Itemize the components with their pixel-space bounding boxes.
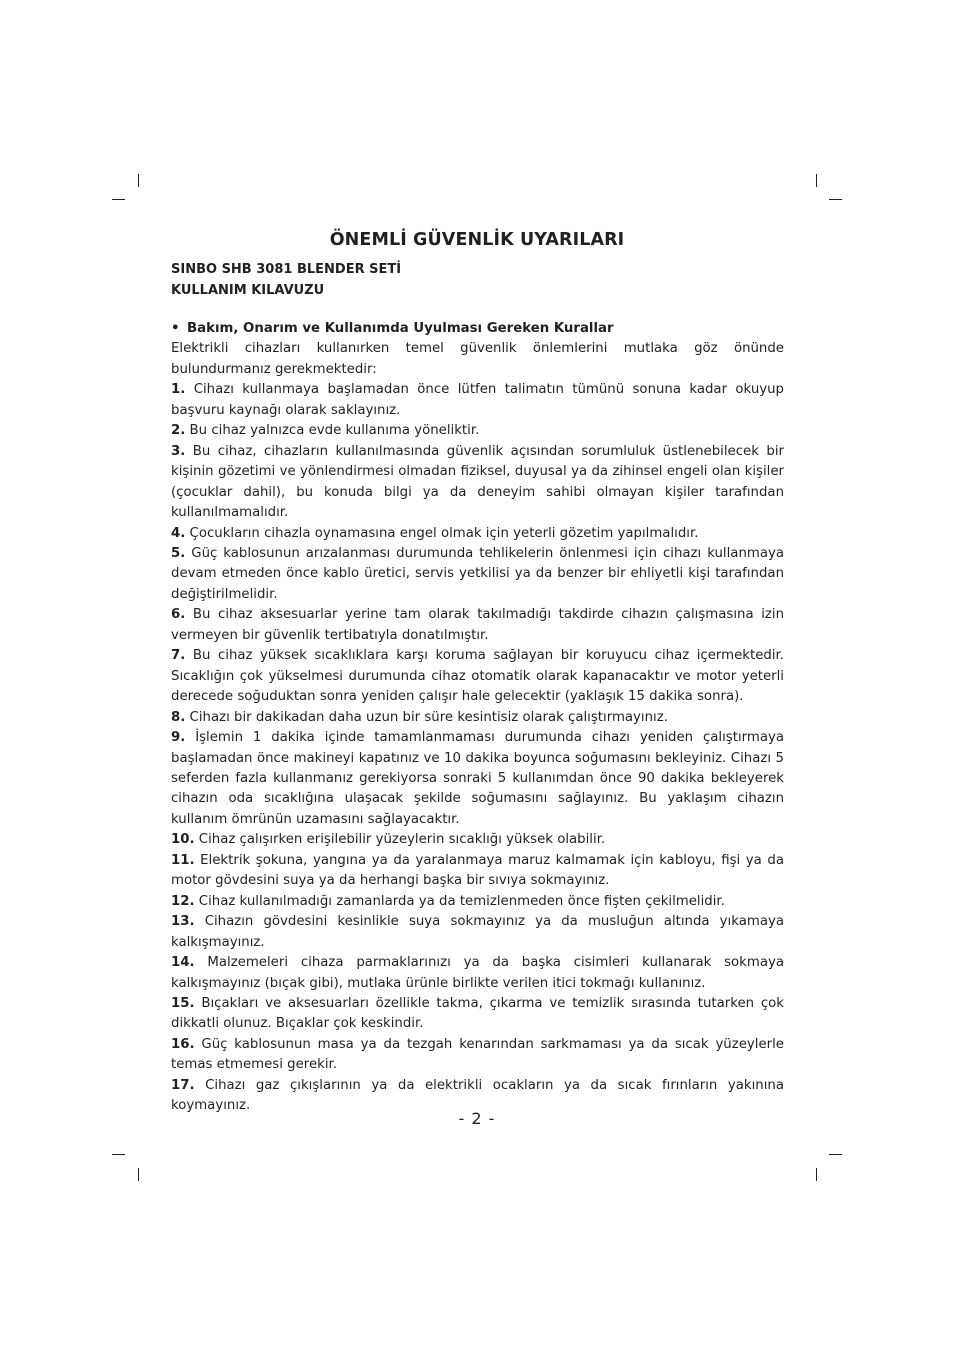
- list-item: [171, 953, 784, 994]
- item-text: Cihazı gaz çıkışlarının ya da elektrikli ocakların ya da sıcak fırınların yakınına koymayınız.: [171, 1077, 784, 1114]
- product-name: SINBO SHB 3081 BLENDER SETİ: [171, 262, 402, 277]
- item-text: Bu cihaz yalnızca evde kullanıma yöneliktir.: [189, 423, 480, 439]
- crop-mark: [112, 1154, 125, 1155]
- item-number: 13.: [171, 914, 195, 930]
- crop-mark: [138, 174, 139, 187]
- item-text: Güç kablosunun masa ya da tezgah kenarından sarkmaması ya da sıcak yüzeylerle temas etmemesi gerekir.: [171, 1036, 784, 1073]
- item-text: Bu cihaz yüksek sıcaklıklara karşı koruma sağlayan bir koruyucu cihaz içermektedir. Sıcaklığın çok yükselmesi durumunda cihaz otomatik olarak kapanacaktır ve motor yeterli derecede soğuduktan sonra yeniden çalışır hale gelecektir (yaklaşık 15 dakika sonra).: [171, 648, 784, 705]
- section-heading: [171, 319, 784, 339]
- safety-list: [171, 380, 784, 1116]
- list-item: [171, 646, 784, 707]
- item-text: Güç kablosunun arızalanması durumunda tehlikelerin önlenmesi için cihazı kullanmaya devam etmeden önce kablo üretici, servis yetkilisi ya da benzer bir ehliyetli kişi tarafından değiştirilmelidir.: [171, 545, 784, 602]
- item-number: 7.: [171, 648, 186, 664]
- item-text: İşlemin 1 dakika içinde tamamlanmaması durumunda cihazı yeniden çalıştırmaya başlamadan önce makineyi kapatınız ve 10 dakika boyunca soğumasını bekleyiniz. Cihazı 5 seferden fazla kullanmanız gerekiyorsa sonraki 5 kullanımdan önce 90 dakika bekleyerek cihazın oda sıcaklığına ulaşacak şekilde soğumasını sağlayınız. Bu yaklaşım cihazın kullanım ömrünün uzamasını sağlayacaktır.: [171, 730, 784, 827]
- list-item: [171, 1035, 784, 1076]
- list-item: [171, 524, 784, 544]
- item-text: Çocukların cihazla oynamasına engel olmak için yeterli gözetim yapılmalıdır.: [189, 525, 699, 541]
- item-number: 5.: [171, 545, 186, 561]
- item-number: 4.: [171, 525, 186, 541]
- item-text: Malzemeleri cihaza parmaklarınızı ya da başka cisimleri kullanarak sokmaya kalkışmayınız (bıçak gibi), mutlaka ürünle birlikte verilen itici tokmağı kullanınız.: [171, 955, 784, 991]
- item-number: 3.: [171, 443, 186, 459]
- list-item: [171, 892, 784, 912]
- intro-paragraph: Elektrikli cihazları kullanırken temel güvenlik önlemlerini mutlaka göz önünde bulundurmanız gerekmektedir:: [171, 341, 784, 377]
- list-item: [171, 994, 784, 1035]
- list-item: [171, 442, 784, 524]
- list-item: [171, 380, 784, 421]
- list-item: [171, 728, 784, 830]
- item-text: Bıçakları ve aksesuarları özellikle takma, çıkarma ve temizlik sırasında tutarken çok dikkatli olunuz. Bıçaklar çok keskindir.: [171, 995, 784, 1032]
- item-text: Bu cihaz, cihazların kullanılmasında güvenlik açısından sorumluluk üstlenebilecek bir kişinin gözetimi ve yönlendirmesi olmadan fiziksel, duyusal ya da zihinsel engeli olan kişiler (çocuklar dahil), bu konuda bilgi ya da deneyim sahibi olmayan kişiler tarafından kullanılmamalıdır.: [171, 443, 784, 521]
- item-text: Bu cihaz aksesuarlar yerine tam olarak takılmadığı takdirde cihazın çalışmasına izin vermeyen bir güvenlik tertibatıyla donatılmıştır.: [171, 607, 784, 643]
- list-item: [171, 708, 784, 728]
- list-item: [171, 544, 784, 605]
- item-number: 12.: [171, 893, 195, 909]
- item-number: 2.: [171, 423, 186, 439]
- crop-mark: [829, 1154, 842, 1155]
- item-number: 9.: [171, 730, 186, 746]
- crop-mark: [138, 1168, 139, 1181]
- crop-mark: [829, 199, 842, 200]
- crop-mark: [816, 174, 817, 187]
- item-text: Cihazın gövdesini kesinlikle suya sokmayınız ya da musluğun altında yıkamaya kalkışmayınız.: [171, 914, 784, 950]
- item-text: Elektrik şokuna, yangına ya da yaralanmaya maruz kalmamak için kabloyu, fişi ya da motor gövdesini suya ya da herhangi başka bir sıvıya sokmayınız.: [171, 852, 784, 889]
- safety-content: [171, 319, 784, 1117]
- page-title: ÖNEMLİ GÜVENLİK UYARILARI: [329, 230, 625, 250]
- page-number: - 2 -: [458, 1109, 496, 1128]
- item-text: Cihazı bir dakikadan daha uzun bir süre kesintisiz olarak çalıştırmayınız.: [189, 709, 668, 725]
- crop-mark: [816, 1168, 817, 1181]
- item-text: Cihaz çalışırken erişilebilir yüzeylerin sıcaklığı yüksek olabilir.: [198, 832, 606, 848]
- list-item: [171, 851, 784, 892]
- crop-mark: [112, 199, 125, 200]
- item-number: 10.: [171, 832, 195, 848]
- item-text: Cihazı kullanmaya başlamadan önce lütfen talimatın tümünü sonuna kadar okuyup başvuru kaynağı olarak saklayınız.: [171, 382, 784, 418]
- section-heading-text: Bakım, Onarım ve Kullanımda Uyulması Gereken Kurallar: [187, 321, 614, 336]
- item-number: 17.: [171, 1077, 195, 1093]
- bullet-icon: •: [171, 321, 180, 336]
- item-number: 1.: [171, 382, 186, 398]
- manual-label: KULLANIM KILAVUZU: [171, 283, 325, 298]
- item-text: Cihaz kullanılmadığı zamanlarda ya da temizlenmeden önce fişten çekilmelidir.: [198, 893, 725, 909]
- list-item: [171, 605, 784, 646]
- list-item: [171, 830, 784, 850]
- item-number: 6.: [171, 607, 186, 623]
- item-number: 14.: [171, 955, 195, 971]
- item-number: 8.: [171, 709, 186, 725]
- item-number: 15.: [171, 995, 195, 1011]
- item-number: 11.: [171, 852, 195, 868]
- item-number: 16.: [171, 1036, 195, 1052]
- list-item: [171, 912, 784, 953]
- list-item: [171, 421, 784, 441]
